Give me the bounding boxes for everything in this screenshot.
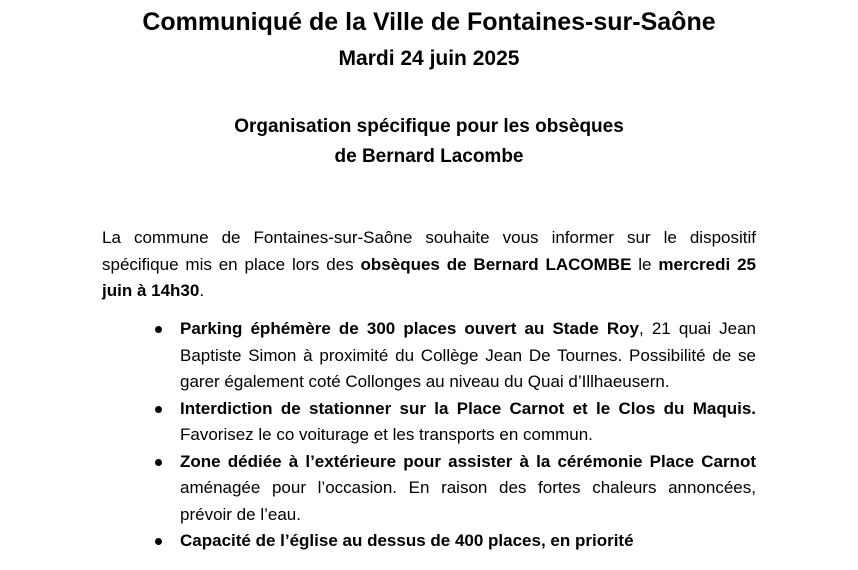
bullet-bold: Interdiction de stationner sur la Place Carnot et le Clos du Maquis. [180,398,756,418]
intro-text-1: La commune de Fontaines-sur-Saône souhaite vous informer sur le dispositif spécifique mis en place lors des [102,228,756,274]
subtitle-line-1: Organisation spécifique pour les obsèques [234,116,624,137]
intro-text-3: . [199,281,205,300]
bullet-bold: Parking éphémère de 300 places ouvert au Stade Roy [180,319,639,338]
bullet-bold: Zone dédiée à l’extérieure pour assister à la cérémonie Place Carnot [180,451,756,471]
intro-bold-funeral: obsèques de Bernard LACOMBE [360,254,632,274]
release-date: Mardi 24 juin 2025 [338,47,520,70]
list-item [102,528,756,555]
page-title: Communiqué de la Ville de Fontaines-sur-Saône [142,8,716,36]
list-item [102,396,756,449]
bullet-text: aménagée pour l’occasion. En raison des fortes chaleurs annoncées, prévoir de l’eau. [180,478,756,524]
bullet-text: , 21 quai Jean Baptiste Simon à proximité du Collège Jean De Tournes. Possibilité de se garer également coté Collonges au niveau du Quai d’Illhaeusern. [180,319,756,391]
bullet-bold: Capacité de l’église au dessus de 400 places, en priorité [180,531,634,550]
list-item [102,316,756,396]
bullet-dot-icon [155,326,162,333]
subtitle-line-2: de Bernard Lacombe [334,146,524,167]
intro-paragraph [102,225,756,305]
bullet-dot-icon [155,459,162,466]
intro-text-2: le [631,254,659,274]
subtitle [0,112,858,172]
bullet-dot-icon [155,538,162,545]
info-bullet-list [102,316,756,555]
bullet-text: Favorisez le co voiturage et les transports en commun. [180,425,593,444]
list-item [102,449,756,529]
bullet-dot-icon [155,406,162,413]
intro-bold-date: mercredi 25 juin à 14h30 [102,254,756,300]
